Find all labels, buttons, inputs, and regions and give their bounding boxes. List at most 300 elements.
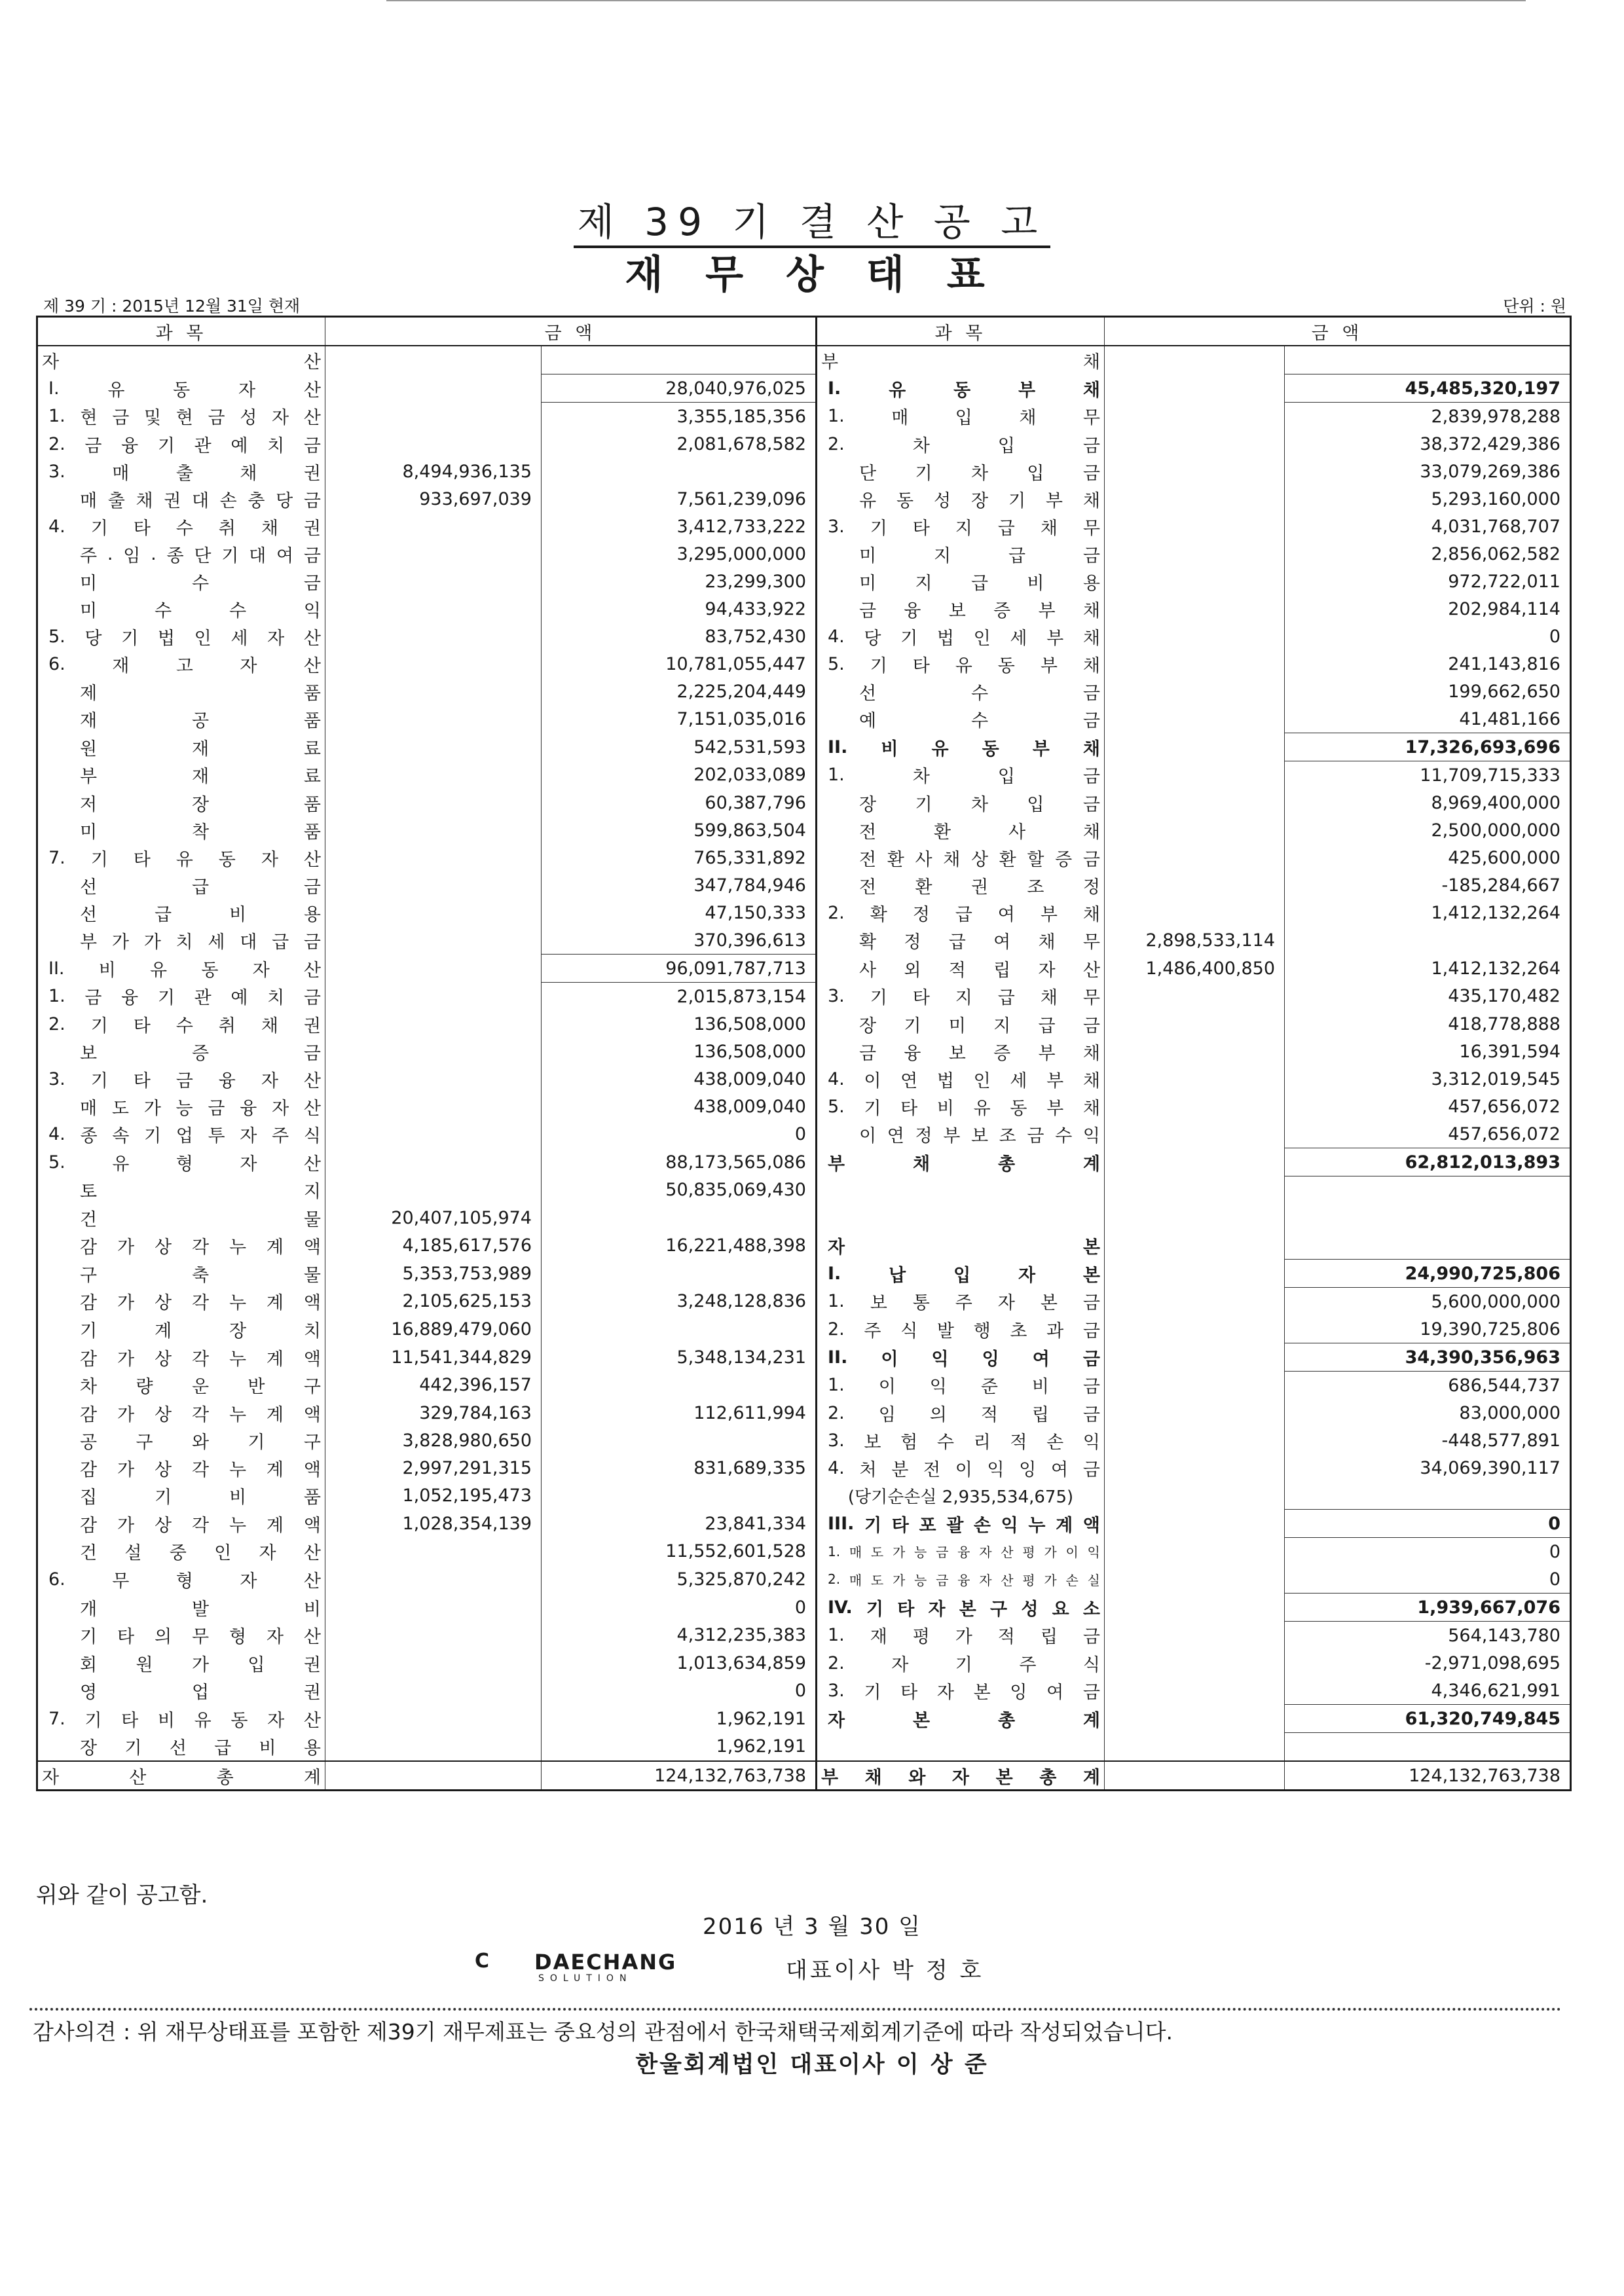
liability-equity-account-cell: 2. 자 기 주 식 <box>817 1649 1105 1677</box>
sub-amount-cell <box>1105 816 1285 844</box>
sub-amount-cell <box>325 1733 542 1762</box>
sub-amount-cell <box>1105 1038 1285 1065</box>
sub-amount-cell: 4,185,617,576 <box>325 1231 542 1260</box>
asset-account-cell: 감 가 상 각 누 계 액 <box>37 1231 325 1260</box>
sub-amount-cell <box>1105 899 1285 926</box>
statement-title: 재 무 상 태 표 <box>625 252 999 298</box>
liability-equity-account-cell: 4. 이 연 법 인 세 부 채 <box>817 1065 1105 1093</box>
table-row <box>37 1065 1571 1093</box>
amount-cell: 2,856,062,582 <box>1285 540 1571 568</box>
sub-amount-cell <box>1105 623 1285 650</box>
sub-amount-cell <box>325 1010 542 1038</box>
amount-cell: 1,962,191 <box>542 1705 817 1733</box>
sub-amount-cell <box>1105 761 1285 790</box>
sub-amount-cell <box>325 623 542 650</box>
liability-equity-account-cell: 1. 재 평 가 적 립 금 <box>817 1622 1105 1650</box>
amount-cell: 16,391,594 <box>1285 1038 1571 1065</box>
table-row <box>37 1733 1571 1762</box>
table-row <box>37 374 1571 403</box>
amount-cell <box>542 1372 817 1400</box>
amount-cell: 199,662,650 <box>1285 678 1571 705</box>
table-row <box>37 733 1571 761</box>
asset-account-cell: 차 량 운 반 구 <box>37 1372 325 1400</box>
liability-equity-account-cell: 3. 기 타 자 본 잉 여 금 <box>817 1677 1105 1705</box>
table-row <box>37 1454 1571 1482</box>
sub-amount-cell <box>1105 1260 1285 1288</box>
table-row <box>37 1538 1571 1566</box>
asset-account-cell: 1. 금 융 기 관 예 치 금 <box>37 983 325 1011</box>
asset-account-cell: 집 기 비 품 <box>37 1482 325 1510</box>
liability-equity-account-cell <box>817 1482 1105 1510</box>
amount-cell: 418,778,888 <box>1285 1010 1571 1038</box>
amount-cell: 972,722,011 <box>1285 568 1571 595</box>
table-row <box>37 1649 1571 1677</box>
amount-cell: 457,656,072 <box>1285 1093 1571 1120</box>
liability-equity-account-cell: 2. 임 의 적 립 금 <box>817 1399 1105 1427</box>
sub-amount-cell <box>1105 1343 1285 1372</box>
asset-account-cell: 건 물 <box>37 1204 325 1231</box>
amount-cell <box>542 458 817 485</box>
amount-cell: 24,990,725,806 <box>1285 1260 1571 1288</box>
amount-cell: 5,600,000,000 <box>1285 1288 1571 1316</box>
asset-account-cell: 개 발 비 <box>37 1594 325 1622</box>
sub-amount-cell: 1,028,354,139 <box>325 1510 542 1538</box>
table-row <box>37 1622 1571 1650</box>
table-row <box>37 678 1571 705</box>
amount-cell: 457,656,072 <box>1285 1120 1571 1148</box>
amount-cell: 1,013,634,859 <box>542 1649 817 1677</box>
amount-cell: 347,784,946 <box>542 871 817 899</box>
asset-account-cell: 기 계 장 치 <box>37 1315 325 1343</box>
amount-cell: 3,312,019,545 <box>1285 1065 1571 1093</box>
asset-account-cell: 원 재 료 <box>37 733 325 761</box>
liability-equity-account-cell: I. 유 동 부 채 <box>817 374 1105 403</box>
liability-equity-account-cell: II. 비 유 동 부 채 <box>817 733 1105 761</box>
sub-amount-cell <box>325 346 542 374</box>
amount-cell: 45,485,320,197 <box>1285 374 1571 403</box>
ceo-name: 대표이사 박 정 호 <box>786 1958 984 1984</box>
asset-account-cell: 매 도 가 능 금 융 자 산 <box>37 1093 325 1120</box>
sub-amount-cell <box>325 650 542 678</box>
sub-amount-cell <box>1105 1482 1285 1510</box>
sub-amount-cell: 2,105,625,153 <box>325 1288 542 1316</box>
liability-equity-account-cell: 금 융 보 증 부 채 <box>817 1038 1105 1065</box>
liability-equity-account-cell: III. 기 타 포 괄 손 익 누 계 액 <box>817 1510 1105 1538</box>
asset-account-cell: 공 구 와 기 구 <box>37 1427 325 1454</box>
amount-cell: 23,299,300 <box>542 568 817 595</box>
notice-date: 2016 년 3 월 30 일 <box>703 1914 921 1940</box>
amount-cell <box>1285 1176 1571 1205</box>
amount-cell: 5,293,160,000 <box>1285 485 1571 513</box>
header-amount-left: 금 액 <box>325 317 817 346</box>
amount-cell: 41,481,166 <box>1285 705 1571 733</box>
sub-amount-cell <box>325 1538 542 1566</box>
amount-cell: 1,939,667,076 <box>1285 1594 1571 1622</box>
amount-cell <box>542 1260 817 1288</box>
amount-cell: 28,040,976,025 <box>542 374 817 403</box>
liability-equity-account-cell: 부 채 <box>817 346 1105 374</box>
liability-equity-account-cell: 확 정 급 여 채 무 <box>817 926 1105 955</box>
amount-cell: 435,170,482 <box>1285 983 1571 1011</box>
company-logo <box>471 1950 688 1989</box>
amount-cell: 4,346,621,991 <box>1285 1677 1571 1705</box>
sub-amount-cell <box>325 899 542 926</box>
amount-cell: 33,079,269,386 <box>1285 458 1571 485</box>
table-row <box>37 346 1571 374</box>
sub-amount-cell <box>325 733 542 761</box>
sub-amount-cell <box>1105 485 1285 513</box>
asset-account-cell: 5. 유 형 자 산 <box>37 1148 325 1176</box>
amount-cell: 94,433,922 <box>542 595 817 623</box>
amount-cell: -2,971,098,695 <box>1285 1649 1571 1677</box>
sub-amount-cell: 329,784,163 <box>325 1399 542 1427</box>
audit-opinion: 감사의견 : 위 재무상태표를 포함한 제39기 재무제표는 중요성의 관점에서 한국채택국제회계기준에 따라 작성되었습니다. <box>33 2019 1173 2045</box>
sub-amount-cell <box>325 595 542 623</box>
table-row <box>37 1510 1571 1538</box>
liability-equity-account-cell: 장 기 미 지 급 금 <box>817 1010 1105 1038</box>
amount-cell: 831,689,335 <box>542 1454 817 1482</box>
liability-equity-account-cell: 전 환 사 채 <box>817 816 1105 844</box>
asset-account-cell: 감 가 상 각 누 계 액 <box>37 1288 325 1316</box>
asset-account-cell: 선 급 비 용 <box>37 899 325 926</box>
sub-amount-cell <box>1105 1065 1285 1093</box>
sub-amount-cell: 1,052,195,473 <box>325 1482 542 1510</box>
amount-cell <box>542 1427 817 1454</box>
asset-account-cell: 7. 기 타 비 유 동 자 산 <box>37 1705 325 1733</box>
asset-account-cell: 1. 현 금 및 현 금 성 자 산 <box>37 403 325 431</box>
table-row <box>37 1288 1571 1316</box>
table-row <box>37 899 1571 926</box>
amount-cell: 4,312,235,383 <box>542 1622 817 1650</box>
sub-amount-cell <box>1105 1204 1285 1231</box>
sub-amount-cell <box>325 374 542 403</box>
sub-amount-cell: 933,697,039 <box>325 485 542 513</box>
table-row <box>37 1677 1571 1705</box>
sub-amount-cell <box>1105 983 1285 1011</box>
dotted-divider <box>29 2008 1562 2011</box>
amount-cell <box>1285 1231 1571 1260</box>
asset-account-cell: 영 업 권 <box>37 1677 325 1705</box>
liability-equity-account-cell: 2. 확 정 급 여 부 채 <box>817 899 1105 926</box>
sub-amount-cell <box>1105 650 1285 678</box>
sub-amount-cell <box>1105 705 1285 733</box>
amount-cell: 11,709,715,333 <box>1285 761 1571 790</box>
table-row <box>37 1372 1571 1400</box>
sub-amount-cell <box>1105 1372 1285 1400</box>
amount-cell: 38,372,429,386 <box>1285 430 1571 458</box>
asset-account-cell: 주 . 임 . 종 단 기 대 여 금 <box>37 540 325 568</box>
asset-account-cell: 제 품 <box>37 678 325 705</box>
asset-account-cell: 구 축 물 <box>37 1260 325 1288</box>
sub-amount-cell <box>1105 1231 1285 1260</box>
amount-cell: 83,000,000 <box>1285 1399 1571 1427</box>
liability-equity-account-cell <box>817 1733 1105 1762</box>
amount-cell: 5,348,134,231 <box>542 1343 817 1372</box>
amount-cell: 50,835,069,430 <box>542 1176 817 1205</box>
amount-cell: 765,331,892 <box>542 844 817 871</box>
asset-account-cell: 4. 종 속 기 업 투 자 주 식 <box>37 1120 325 1148</box>
liability-equity-account-cell: 5. 기 타 비 유 동 부 채 <box>817 1093 1105 1120</box>
amount-cell: 83,752,430 <box>542 623 817 650</box>
top-rule <box>386 0 1526 1</box>
asset-account-cell: 감 가 상 각 누 계 액 <box>37 1343 325 1372</box>
sub-amount-cell: 16,889,479,060 <box>325 1315 542 1343</box>
asset-account-cell: 매 출 채 권 대 손 충 당 금 <box>37 485 325 513</box>
sub-amount-cell: 5,353,753,989 <box>325 1260 542 1288</box>
liability-equity-account-cell: 미 지 급 비 용 <box>817 568 1105 595</box>
liability-equity-account-cell: 부 채 와 자 본 총 계 <box>817 1761 1105 1791</box>
table-row <box>37 1231 1571 1260</box>
sub-amount-cell <box>1105 1594 1285 1622</box>
asset-account-cell: 저 장 품 <box>37 789 325 816</box>
liability-equity-account-cell: 사 외 적 립 자 산 <box>817 955 1105 983</box>
table-row <box>37 1176 1571 1205</box>
notice-title: 제 39 기 결 산 공 고 <box>0 191 1624 246</box>
sub-amount-cell <box>325 789 542 816</box>
sub-amount-cell <box>325 1649 542 1677</box>
amount-cell: 438,009,040 <box>542 1065 817 1093</box>
amount-cell <box>1285 1204 1571 1231</box>
sub-amount-cell: 8,494,936,135 <box>325 458 542 485</box>
sub-amount-cell: 2,997,291,315 <box>325 1454 542 1482</box>
sub-amount-cell <box>1105 374 1285 403</box>
asset-account-cell: 2. 금 융 기 관 예 치 금 <box>37 430 325 458</box>
amount-cell: -448,577,891 <box>1285 1427 1571 1454</box>
liability-equity-account-cell: 2. 차 입 금 <box>817 430 1105 458</box>
logo-wordmark: DAECHANG <box>534 1950 677 1975</box>
sub-amount-cell <box>1105 844 1285 871</box>
amount-cell: 8,969,400,000 <box>1285 789 1571 816</box>
sub-amount-cell <box>325 1148 542 1176</box>
table-row <box>37 844 1571 871</box>
amount-cell <box>1285 926 1571 955</box>
sub-amount-cell <box>325 1065 542 1093</box>
liability-equity-account-cell: 자 본 <box>817 1231 1105 1260</box>
asset-account-cell: 7. 기 타 유 동 자 산 <box>37 844 325 871</box>
amount-cell: 7,561,239,096 <box>542 485 817 513</box>
table-row <box>37 595 1571 623</box>
sub-amount-cell: 2,898,533,114 <box>1105 926 1285 955</box>
liability-equity-account-cell: 금 융 보 증 부 채 <box>817 595 1105 623</box>
asset-account-cell: 감 가 상 각 누 계 액 <box>37 1399 325 1427</box>
sub-amount-cell <box>1105 430 1285 458</box>
liability-equity-account-cell: 4. 처 분 전 이 익 잉 여 금 <box>817 1454 1105 1482</box>
asset-account-cell: 6. 재 고 자 산 <box>37 650 325 678</box>
asset-account-cell: 재 공 품 <box>37 705 325 733</box>
liability-equity-account-cell: 유 동 성 장 기 부 채 <box>817 485 1105 513</box>
amount-cell <box>542 1204 817 1231</box>
table-row <box>37 705 1571 733</box>
amount-cell: 686,544,737 <box>1285 1372 1571 1400</box>
sub-amount-cell <box>1105 1761 1285 1791</box>
header-account-left: 과 목 <box>37 317 325 346</box>
sub-amount-cell <box>325 871 542 899</box>
asset-account-cell: 부 가 가 치 세 대 급 금 <box>37 926 325 955</box>
sub-amount-cell <box>1105 1010 1285 1038</box>
sub-amount-cell: 11,541,344,829 <box>325 1343 542 1372</box>
auditor-name: 한울회계법인 대표이사 이 상 준 <box>635 2052 989 2078</box>
sub-amount-cell <box>1105 568 1285 595</box>
sub-amount-cell <box>1105 1733 1285 1762</box>
table-row <box>37 1427 1571 1454</box>
sub-amount-cell <box>1105 678 1285 705</box>
liability-equity-account-cell: 이 연 정 부 보 조 금 수 익 <box>817 1120 1105 1148</box>
amount-cell: 564,143,780 <box>1285 1622 1571 1650</box>
table-row <box>37 789 1571 816</box>
amount-cell: 2,081,678,582 <box>542 430 817 458</box>
amount-cell: 96,091,787,713 <box>542 955 817 983</box>
amount-cell: 3,295,000,000 <box>542 540 817 568</box>
asset-account-cell: 미 수 금 <box>37 568 325 595</box>
sub-amount-cell <box>1105 1677 1285 1705</box>
table-row <box>37 983 1571 1011</box>
table-row <box>37 513 1571 540</box>
table-row <box>37 540 1571 568</box>
amount-cell: 124,132,763,738 <box>1285 1761 1571 1791</box>
table-row <box>37 1120 1571 1148</box>
sub-amount-cell <box>325 983 542 1011</box>
asset-account-cell: I. 유 동 자 산 <box>37 374 325 403</box>
asset-account-cell: 5. 당 기 법 인 세 자 산 <box>37 623 325 650</box>
amount-cell: 10,781,055,447 <box>542 650 817 678</box>
asset-account-cell: 3. 기 타 금 융 자 산 <box>37 1065 325 1093</box>
liability-equity-account-cell: 1. 이 익 준 비 금 <box>817 1372 1105 1400</box>
amount-cell: 136,508,000 <box>542 1010 817 1038</box>
table-row <box>37 816 1571 844</box>
table-row <box>37 650 1571 678</box>
unit-label: 단위 : 원 <box>1503 297 1566 316</box>
period-label: 제 39 기 : 2015년 12월 31일 현재 <box>43 297 301 316</box>
amount-cell: 202,033,089 <box>542 761 817 790</box>
sub-amount-cell <box>1105 1176 1285 1205</box>
liability-equity-account-cell: 3. 보 험 수 리 적 손 익 <box>817 1427 1105 1454</box>
sub-amount-cell <box>1105 458 1285 485</box>
liability-equity-account-cell <box>817 1204 1105 1231</box>
sub-amount-cell <box>325 1761 542 1791</box>
liability-equity-account-cell: 예 수 금 <box>817 705 1105 733</box>
amount-cell <box>1285 346 1571 374</box>
table-row <box>37 458 1571 485</box>
liability-equity-account-cell <box>817 1176 1105 1205</box>
liability-equity-account-cell: 4. 당 기 법 인 세 부 채 <box>817 623 1105 650</box>
sub-amount-cell <box>325 540 542 568</box>
amount-cell: 3,248,128,836 <box>542 1288 817 1316</box>
amount-cell: 7,151,035,016 <box>542 705 817 733</box>
amount-cell: 124,132,763,738 <box>542 1761 817 1791</box>
table-row <box>37 430 1571 458</box>
liability-equity-account-cell: 2. 주 식 발 행 초 과 금 <box>817 1315 1105 1343</box>
sub-amount-cell <box>1105 403 1285 431</box>
sub-amount-cell <box>1105 1148 1285 1176</box>
amount-cell: 112,611,994 <box>542 1399 817 1427</box>
liability-equity-account-cell: 3. 기 타 지 급 채 무 <box>817 513 1105 540</box>
sub-amount-cell <box>325 678 542 705</box>
sub-amount-cell <box>325 844 542 871</box>
liability-equity-account-cell: 1. 매 입 채 무 <box>817 403 1105 431</box>
table-row <box>37 1594 1571 1622</box>
liability-equity-account-cell: 전 환 권 조 정 <box>817 871 1105 899</box>
amount-cell: 1,412,132,264 <box>1285 955 1571 983</box>
amount-cell <box>1285 1733 1571 1762</box>
amount-cell: 136,508,000 <box>542 1038 817 1065</box>
sub-amount-cell <box>325 568 542 595</box>
amount-cell: 3,355,185,356 <box>542 403 817 431</box>
asset-account-cell: 기 타 의 무 형 자 산 <box>37 1622 325 1650</box>
sub-amount-cell <box>325 430 542 458</box>
amount-cell: 2,839,978,288 <box>1285 403 1571 431</box>
sub-amount-cell <box>325 705 542 733</box>
liability-equity-account-cell: I. 납 입 자 본 <box>817 1260 1105 1288</box>
table-header-row <box>37 317 1571 346</box>
asset-account-cell: 감 가 상 각 누 계 액 <box>37 1454 325 1482</box>
account-label: (당기순손실 2,935,534,675) <box>847 1487 1074 1507</box>
table-row <box>37 1565 1571 1594</box>
amount-cell <box>1285 1482 1571 1510</box>
asset-account-cell: 부 재 료 <box>37 761 325 790</box>
amount-cell: 370,396,613 <box>542 926 817 955</box>
liability-equity-account-cell: 단 기 차 입 금 <box>817 458 1105 485</box>
amount-cell: 0 <box>542 1594 817 1622</box>
amount-cell: 62,812,013,893 <box>1285 1148 1571 1176</box>
table-row <box>37 623 1571 650</box>
amount-cell: 34,069,390,117 <box>1285 1454 1571 1482</box>
sub-amount-cell <box>1105 733 1285 761</box>
table-row <box>37 1482 1571 1510</box>
asset-account-cell: 보 증 금 <box>37 1038 325 1065</box>
table-row <box>37 1343 1571 1372</box>
amount-cell: 202,984,114 <box>1285 595 1571 623</box>
table-row <box>37 485 1571 513</box>
amount-cell: 19,390,725,806 <box>1285 1315 1571 1343</box>
table-row <box>37 1260 1571 1288</box>
liability-equity-account-cell: 1. 보 통 주 자 본 금 <box>817 1288 1105 1316</box>
sub-amount-cell <box>325 403 542 431</box>
header-account-right: 과 목 <box>817 317 1105 346</box>
liability-equity-account-cell: 2. 매 도 가 능 금 융 자 산 평 가 손 실 <box>817 1565 1105 1594</box>
notice-text: 위와 같이 공고함. <box>36 1882 208 1908</box>
amount-cell <box>542 1315 817 1343</box>
asset-account-cell: 토 지 <box>37 1176 325 1205</box>
sub-amount-cell <box>325 1038 542 1065</box>
amount-cell: 1,412,132,264 <box>1285 899 1571 926</box>
sub-amount-cell <box>1105 1622 1285 1650</box>
sub-amount-cell <box>1105 1315 1285 1343</box>
amount-cell: -185,284,667 <box>1285 871 1571 899</box>
asset-account-cell: 장 기 선 급 비 용 <box>37 1733 325 1762</box>
liability-equity-account-cell: 장 기 차 입 금 <box>817 789 1105 816</box>
sub-amount-cell <box>325 1677 542 1705</box>
amount-cell: 5,325,870,242 <box>542 1565 817 1594</box>
asset-account-cell: 4. 기 타 수 취 채 권 <box>37 513 325 540</box>
amount-cell <box>542 1482 817 1510</box>
table-row <box>37 568 1571 595</box>
sub-amount-cell <box>1105 1399 1285 1427</box>
sub-amount-cell <box>1105 540 1285 568</box>
sub-amount-cell <box>325 1705 542 1733</box>
liability-equity-account-cell: 3. 기 타 지 급 채 무 <box>817 983 1105 1011</box>
sub-amount-cell <box>1105 595 1285 623</box>
table-row <box>37 761 1571 790</box>
sub-amount-cell: 442,396,157 <box>325 1372 542 1400</box>
sub-amount-cell <box>1105 871 1285 899</box>
amount-cell: 425,600,000 <box>1285 844 1571 871</box>
sub-amount-cell <box>325 1120 542 1148</box>
sub-amount-cell <box>325 513 542 540</box>
amount-cell: 1,962,191 <box>542 1733 817 1762</box>
amount-cell: 16,221,488,398 <box>542 1231 817 1260</box>
table-row <box>37 1399 1571 1427</box>
sub-amount-cell <box>325 1622 542 1650</box>
